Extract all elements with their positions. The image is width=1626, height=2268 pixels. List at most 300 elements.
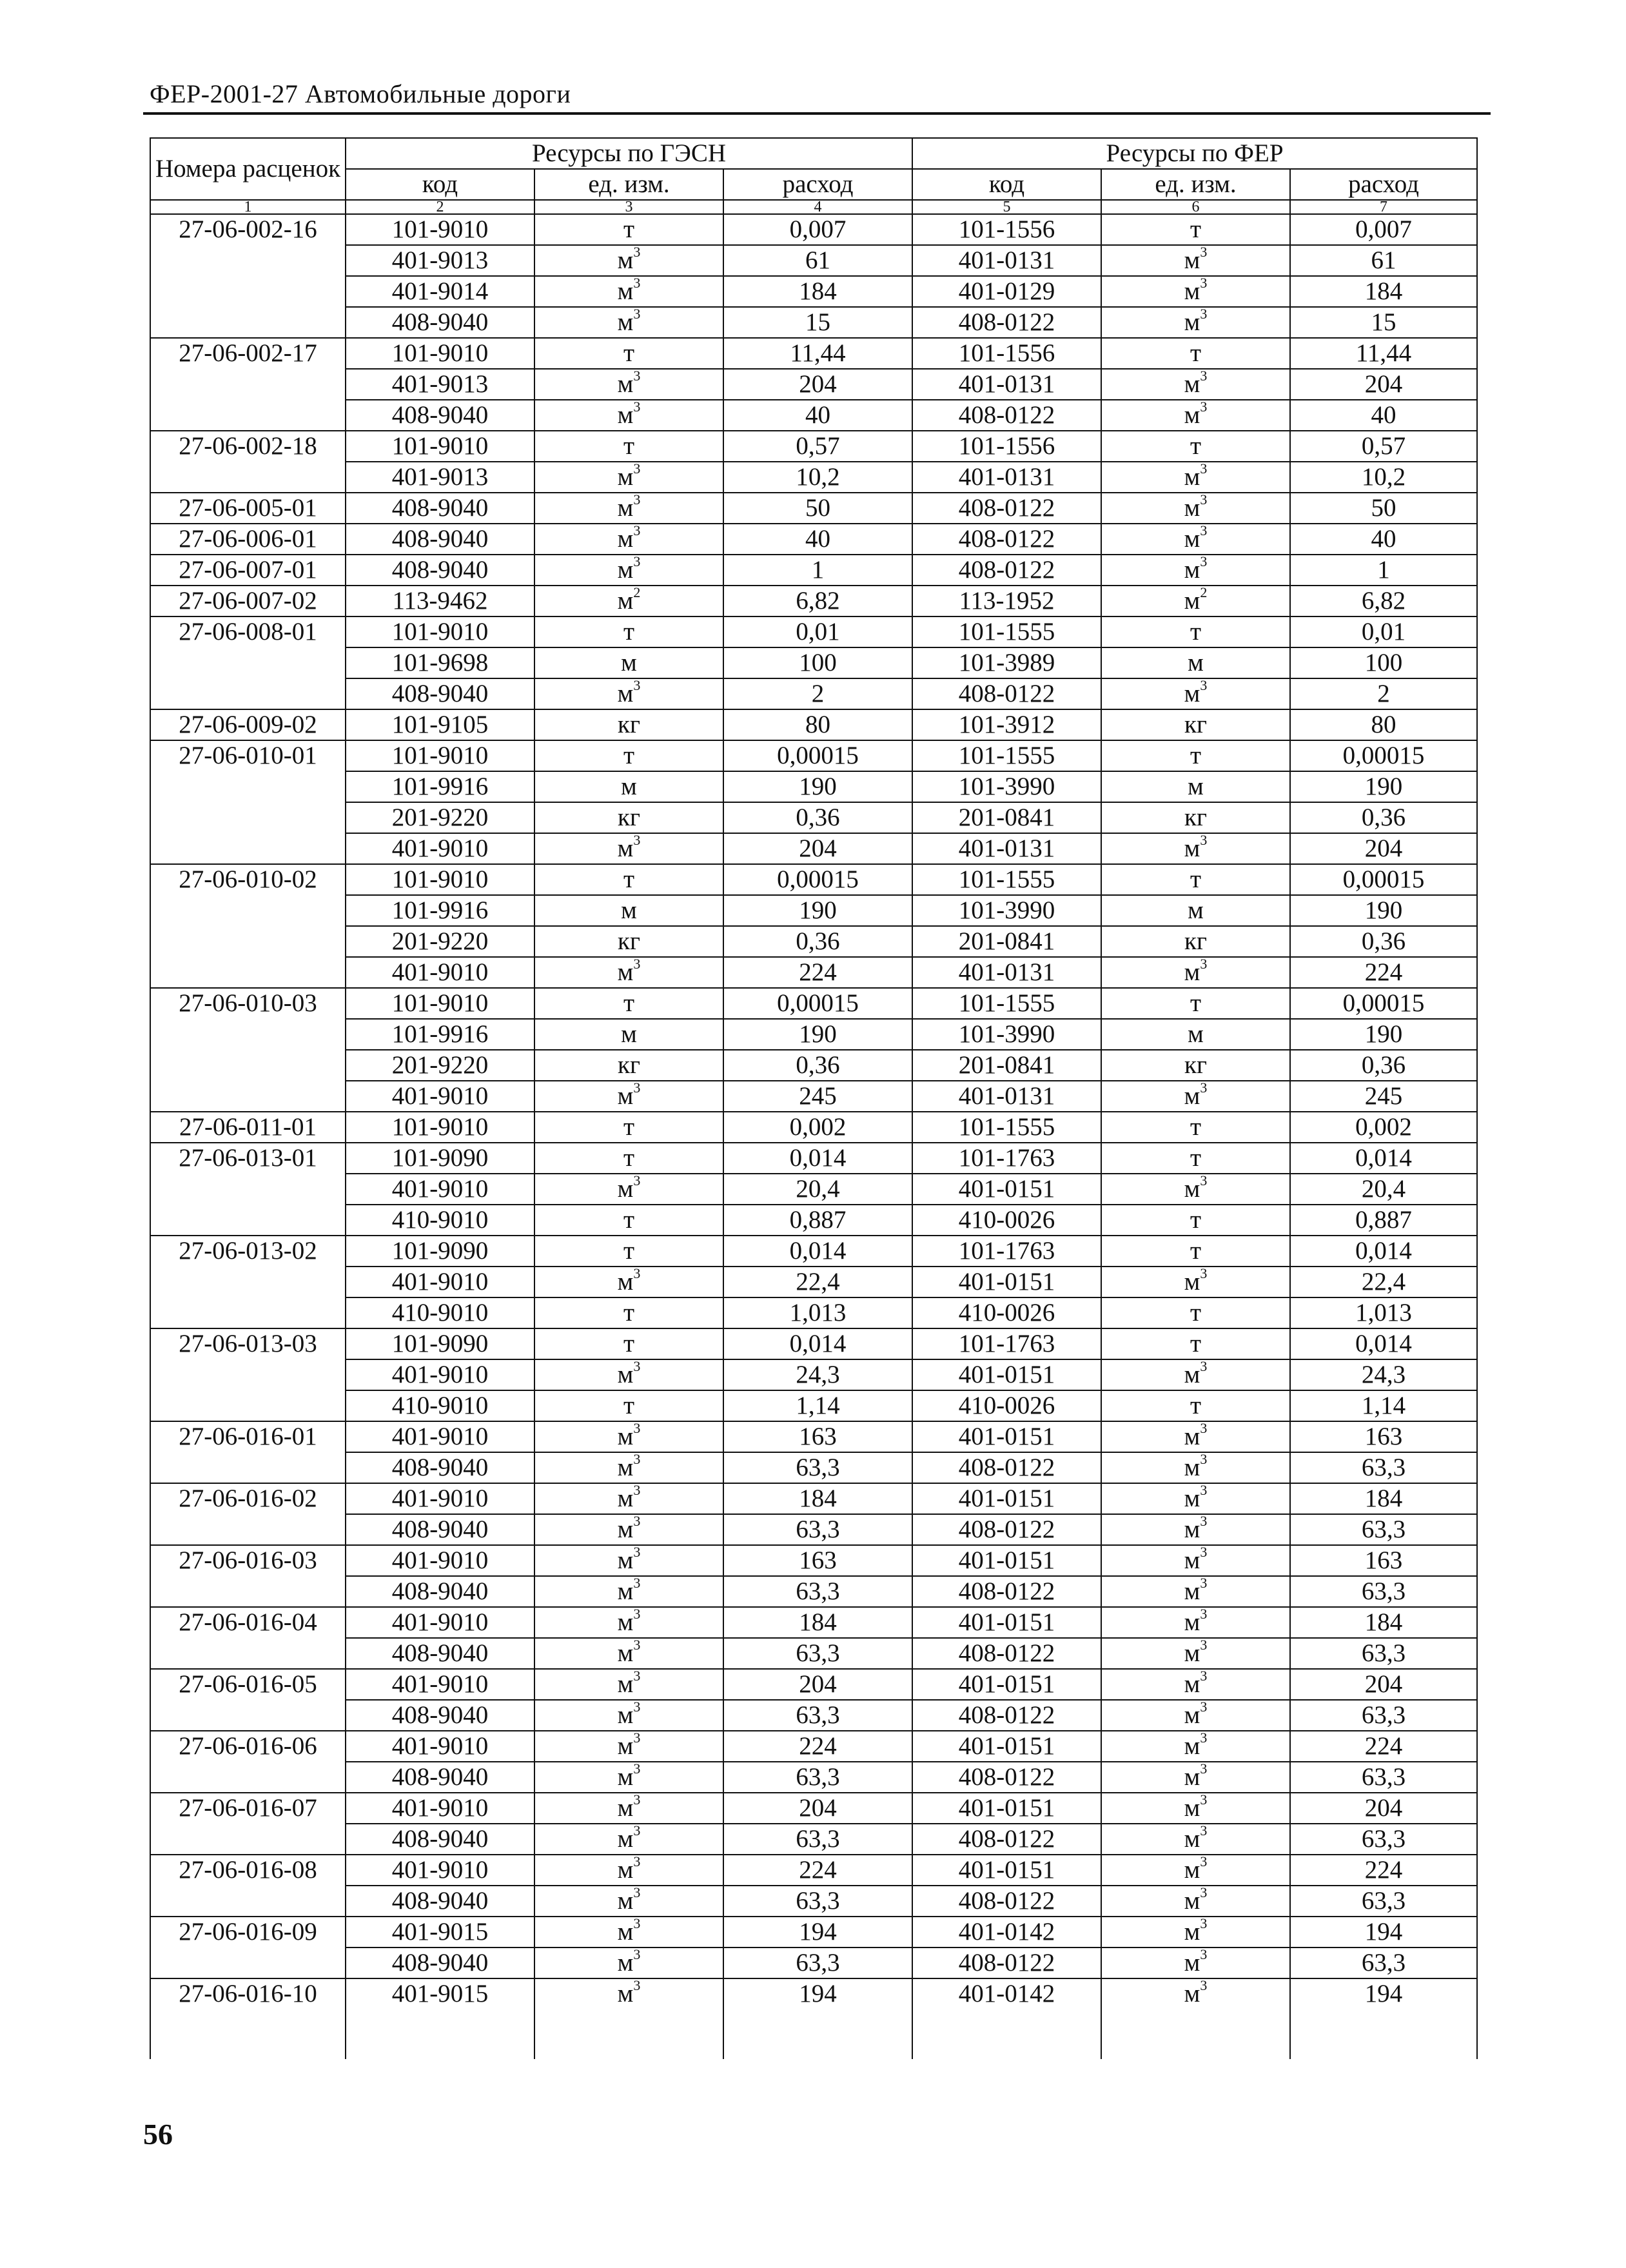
fer-code-cell: 101-1555 <box>912 988 1101 1019</box>
gesn-code-cell: 101-9010 <box>346 864 534 895</box>
fer-code-cell: 408-0122 <box>912 1452 1101 1483</box>
gesn-code-cell: 201-9220 <box>346 926 534 957</box>
table-row <box>150 524 1477 555</box>
fer-unit-cell: $м^3$ <box>1101 1824 1290 1855</box>
fer-code-cell: 410-0026 <box>912 1390 1101 1421</box>
rate-number-cell: 27-06-016-06 <box>150 1731 346 1793</box>
fer-amount-cell: 0,014 <box>1290 1328 1477 1359</box>
table-empty-row <box>150 2009 1477 2059</box>
rate-number-cell: 27-06-009-02 <box>150 709 346 740</box>
table-row <box>150 1855 1477 1886</box>
fer-amount-cell: 63,3 <box>1290 1452 1477 1483</box>
gesn-code-cell: 401-9010 <box>346 1731 534 1762</box>
rate-number-cell: 27-06-010-03 <box>150 988 346 1112</box>
gesn-amount-cell: 163 <box>723 1545 912 1576</box>
gesn-unit-cell: кг <box>534 926 723 957</box>
fer-unit-cell: $м^3$ <box>1101 1174 1290 1205</box>
fer-code-cell: 101-1555 <box>912 740 1101 771</box>
table-row <box>150 1731 1477 1762</box>
fer-unit-cell: $м^3$ <box>1101 369 1290 400</box>
fer-amount-cell: 63,3 <box>1290 1576 1477 1607</box>
gesn-amount-cell: 190 <box>723 771 912 802</box>
fer-amount-cell: 0,014 <box>1290 1143 1477 1174</box>
gesn-unit-cell: т <box>534 988 723 1019</box>
gesn-unit-cell: т <box>534 1390 723 1421</box>
gesn-code-cell: 101-9010 <box>346 988 534 1019</box>
gesn-amount-cell: 1 <box>723 555 912 586</box>
col-header-fer-code: код <box>912 169 1101 200</box>
gesn-unit-cell: м <box>534 895 723 926</box>
fer-unit-cell: $м^3$ <box>1101 400 1290 431</box>
gesn-unit-cell: $м^3$ <box>534 369 723 400</box>
gesn-amount-cell: 224 <box>723 1731 912 1762</box>
rate-number-cell: 27-06-013-01 <box>150 1143 346 1236</box>
empty-cell <box>723 2009 912 2059</box>
fer-amount-cell: 0,00015 <box>1290 864 1477 895</box>
gesn-unit-cell: $м^3$ <box>534 1514 723 1545</box>
gesn-unit-cell: $м^3$ <box>534 462 723 493</box>
header-divider <box>143 112 1491 115</box>
col-header-fer-amount: расход <box>1290 169 1477 200</box>
gesn-code-cell: 401-9013 <box>346 462 534 493</box>
gesn-code-cell: 401-9014 <box>346 276 534 307</box>
gesn-code-cell: 410-9010 <box>346 1297 534 1328</box>
rate-number-cell: 27-06-007-01 <box>150 555 346 586</box>
gesn-amount-cell: 224 <box>723 957 912 988</box>
fer-unit-cell: м <box>1101 771 1290 802</box>
fer-unit-cell: $м^3$ <box>1101 1948 1290 1978</box>
gesn-code-cell: 408-9040 <box>346 1638 534 1669</box>
fer-code-cell: 401-0131 <box>912 245 1101 276</box>
rate-number-cell: 27-06-002-17 <box>150 338 346 431</box>
rate-number-cell: 27-06-016-01 <box>150 1421 346 1483</box>
fer-code-cell: 401-0142 <box>912 1978 1101 2009</box>
fer-amount-cell: 224 <box>1290 1731 1477 1762</box>
table-row <box>150 431 1477 462</box>
table-row <box>150 1328 1477 1359</box>
fer-amount-cell: 0,36 <box>1290 802 1477 833</box>
fer-amount-cell: 63,3 <box>1290 1824 1477 1855</box>
table-row <box>150 616 1477 647</box>
gesn-amount-cell: 204 <box>723 833 912 864</box>
gesn-amount-cell: 184 <box>723 1483 912 1514</box>
fer-amount-cell: 40 <box>1290 524 1477 555</box>
fer-code-cell: 101-1555 <box>912 1112 1101 1143</box>
fer-unit-cell: $м^3$ <box>1101 1514 1290 1545</box>
fer-unit-cell: т <box>1101 616 1290 647</box>
fer-amount-cell: 204 <box>1290 1669 1477 1700</box>
empty-cell <box>1101 2009 1290 2059</box>
gesn-code-cell: 113-9462 <box>346 586 534 616</box>
col-index: 4 <box>723 200 912 214</box>
table-header <box>150 138 1477 214</box>
gesn-amount-cell: 0,00015 <box>723 864 912 895</box>
table-row <box>150 276 1477 307</box>
gesn-amount-cell: 0,00015 <box>723 740 912 771</box>
rate-number-cell: 27-06-016-09 <box>150 1917 346 1978</box>
gesn-unit-cell: $м^3$ <box>534 524 723 555</box>
gesn-code-cell: 101-9105 <box>346 709 534 740</box>
table-row <box>150 1514 1477 1545</box>
table-row <box>150 678 1477 709</box>
gesn-unit-cell: т <box>534 1143 723 1174</box>
fer-unit-cell: $м^3$ <box>1101 1731 1290 1762</box>
fer-amount-cell: 204 <box>1290 369 1477 400</box>
gesn-amount-cell: 0,014 <box>723 1328 912 1359</box>
fer-unit-cell: т <box>1101 1328 1290 1359</box>
table-row <box>150 1576 1477 1607</box>
table-row <box>150 1762 1477 1793</box>
col-header-gesn-unit: ед. изм. <box>534 169 723 200</box>
gesn-amount-cell: 63,3 <box>723 1452 912 1483</box>
fer-code-cell: 401-0151 <box>912 1359 1101 1390</box>
table-row <box>150 1886 1477 1917</box>
fer-code-cell: 101-1556 <box>912 431 1101 462</box>
gesn-code-cell: 401-9013 <box>346 369 534 400</box>
gesn-amount-cell: 1,14 <box>723 1390 912 1421</box>
gesn-code-cell: 401-9010 <box>346 1267 534 1297</box>
gesn-code-cell: 101-9010 <box>346 338 534 369</box>
fer-unit-cell: $м^3$ <box>1101 833 1290 864</box>
gesn-amount-cell: 204 <box>723 369 912 400</box>
fer-unit-cell: $м^3$ <box>1101 245 1290 276</box>
fer-amount-cell: 194 <box>1290 1978 1477 2009</box>
empty-cell <box>534 2009 723 2059</box>
fer-amount-cell: 80 <box>1290 709 1477 740</box>
gesn-amount-cell: 194 <box>723 1917 912 1948</box>
gesn-unit-cell: т <box>534 1236 723 1267</box>
gesn-amount-cell: 0,00015 <box>723 988 912 1019</box>
fer-unit-cell: т <box>1101 214 1290 245</box>
fer-unit-cell: т <box>1101 740 1290 771</box>
col-header-fer-unit: ед. изм. <box>1101 169 1290 200</box>
gesn-amount-cell: 0,007 <box>723 214 912 245</box>
fer-unit-cell: т <box>1101 1390 1290 1421</box>
gesn-code-cell: 401-9010 <box>346 1607 534 1638</box>
fer-amount-cell: 1,013 <box>1290 1297 1477 1328</box>
fer-code-cell: 408-0122 <box>912 1762 1101 1793</box>
rate-number-cell: 27-06-016-05 <box>150 1669 346 1731</box>
gesn-amount-cell: 20,4 <box>723 1174 912 1205</box>
table-row <box>150 400 1477 431</box>
col-index: 2 <box>346 200 534 214</box>
gesn-code-cell: 101-9916 <box>346 895 534 926</box>
fer-unit-cell: т <box>1101 864 1290 895</box>
gesn-amount-cell: 190 <box>723 895 912 926</box>
fer-code-cell: 408-0122 <box>912 1824 1101 1855</box>
gesn-unit-cell: т <box>534 864 723 895</box>
gesn-unit-cell: т <box>534 1205 723 1236</box>
table-row <box>150 1019 1477 1050</box>
gesn-amount-cell: 63,3 <box>723 1886 912 1917</box>
fer-amount-cell: 0,887 <box>1290 1205 1477 1236</box>
gesn-code-cell: 408-9040 <box>346 1886 534 1917</box>
fer-code-cell: 201-0841 <box>912 802 1101 833</box>
fer-code-cell: 113-1952 <box>912 586 1101 616</box>
table-row <box>150 833 1477 864</box>
document-header-title: ФЕР-2001-27 Автомобильные дороги <box>150 79 571 108</box>
table-row <box>150 1081 1477 1112</box>
fer-code-cell: 408-0122 <box>912 493 1101 524</box>
table-row <box>150 1669 1477 1700</box>
fer-unit-cell: кг <box>1101 1050 1290 1081</box>
fer-amount-cell: 15 <box>1290 307 1477 338</box>
gesn-code-cell: 401-9013 <box>346 245 534 276</box>
fer-unit-cell: т <box>1101 1297 1290 1328</box>
rate-number-cell: 27-06-010-02 <box>150 864 346 988</box>
table-body <box>150 214 1477 2059</box>
gesn-code-cell: 101-9090 <box>346 1328 534 1359</box>
gesn-unit-cell: $м^3$ <box>534 245 723 276</box>
fer-unit-cell: $м^3$ <box>1101 1607 1290 1638</box>
fer-code-cell: 401-0151 <box>912 1483 1101 1514</box>
gesn-unit-cell: $м^3$ <box>534 307 723 338</box>
fer-amount-cell: 190 <box>1290 895 1477 926</box>
gesn-amount-cell: 194 <box>723 1978 912 2009</box>
gesn-code-cell: 101-9010 <box>346 214 534 245</box>
table-row <box>150 586 1477 616</box>
empty-cell <box>912 2009 1101 2059</box>
col-header-gesn-code: код <box>346 169 534 200</box>
gesn-unit-cell: $м^3$ <box>534 957 723 988</box>
gesn-unit-cell: $м^3$ <box>534 1174 723 1205</box>
gesn-code-cell: 408-9040 <box>346 678 534 709</box>
gesn-code-cell: 101-9010 <box>346 616 534 647</box>
gesn-amount-cell: 2 <box>723 678 912 709</box>
gesn-amount-cell: 0,01 <box>723 616 912 647</box>
table-row <box>150 709 1477 740</box>
table-row <box>150 1205 1477 1236</box>
gesn-amount-cell: 40 <box>723 524 912 555</box>
table-row <box>150 1638 1477 1669</box>
gesn-unit-cell: $м^3$ <box>534 1700 723 1731</box>
table-row <box>150 1607 1477 1638</box>
fer-unit-cell: $м^3$ <box>1101 1452 1290 1483</box>
table-row <box>150 1452 1477 1483</box>
fer-amount-cell: 0,014 <box>1290 1236 1477 1267</box>
gesn-code-cell: 408-9040 <box>346 524 534 555</box>
gesn-amount-cell: 11,44 <box>723 338 912 369</box>
fer-amount-cell: 63,3 <box>1290 1514 1477 1545</box>
table-row <box>150 214 1477 245</box>
fer-unit-cell: т <box>1101 431 1290 462</box>
fer-code-cell: 401-0131 <box>912 369 1101 400</box>
gesn-unit-cell: $м^3$ <box>534 493 723 524</box>
fer-amount-cell: 245 <box>1290 1081 1477 1112</box>
fer-code-cell: 101-1763 <box>912 1328 1101 1359</box>
resources-table <box>150 137 1478 2059</box>
fer-unit-cell: $м^3$ <box>1101 1359 1290 1390</box>
gesn-code-cell: 401-9010 <box>346 1081 534 1112</box>
fer-unit-cell: $м^3$ <box>1101 555 1290 586</box>
gesn-code-cell: 408-9040 <box>346 400 534 431</box>
fer-amount-cell: 0,00015 <box>1290 740 1477 771</box>
fer-unit-cell: м <box>1101 895 1290 926</box>
table-row <box>150 1948 1477 1978</box>
gesn-unit-cell: $м^3$ <box>534 400 723 431</box>
gesn-amount-cell: 15 <box>723 307 912 338</box>
gesn-amount-cell: 0,002 <box>723 1112 912 1143</box>
fer-unit-cell: $м^3$ <box>1101 1700 1290 1731</box>
rate-number-cell: 27-06-010-01 <box>150 740 346 864</box>
gesn-code-cell: 101-9090 <box>346 1236 534 1267</box>
fer-code-cell: 401-0131 <box>912 462 1101 493</box>
gesn-code-cell: 201-9220 <box>346 1050 534 1081</box>
fer-unit-cell: м <box>1101 647 1290 678</box>
rate-number-cell: 27-06-013-02 <box>150 1236 346 1328</box>
gesn-unit-cell: т <box>534 431 723 462</box>
gesn-unit-cell: $м^3$ <box>534 1081 723 1112</box>
gesn-amount-cell: 224 <box>723 1855 912 1886</box>
fer-amount-cell: 190 <box>1290 1019 1477 1050</box>
fer-code-cell: 408-0122 <box>912 1886 1101 1917</box>
fer-code-cell: 101-1555 <box>912 616 1101 647</box>
fer-amount-cell: 184 <box>1290 276 1477 307</box>
fer-code-cell: 408-0122 <box>912 1700 1101 1731</box>
fer-unit-cell: кг <box>1101 802 1290 833</box>
fer-code-cell: 401-0151 <box>912 1793 1101 1824</box>
gesn-code-cell: 408-9040 <box>346 1700 534 1731</box>
fer-code-cell: 101-3990 <box>912 895 1101 926</box>
gesn-amount-cell: 245 <box>723 1081 912 1112</box>
gesn-amount-cell: 24,3 <box>723 1359 912 1390</box>
fer-amount-cell: 0,007 <box>1290 214 1477 245</box>
fer-unit-cell: т <box>1101 1236 1290 1267</box>
gesn-code-cell: 408-9040 <box>346 555 534 586</box>
gesn-amount-cell: 22,4 <box>723 1267 912 1297</box>
fer-amount-cell: 0,57 <box>1290 431 1477 462</box>
fer-amount-cell: 163 <box>1290 1545 1477 1576</box>
fer-amount-cell: 63,3 <box>1290 1948 1477 1978</box>
fer-unit-cell: $м^3$ <box>1101 1978 1290 2009</box>
table-row <box>150 307 1477 338</box>
fer-amount-cell: 6,82 <box>1290 586 1477 616</box>
gesn-code-cell: 201-9220 <box>346 802 534 833</box>
gesn-unit-cell: $м^3$ <box>534 1917 723 1948</box>
fer-amount-cell: 163 <box>1290 1421 1477 1452</box>
table-row <box>150 1174 1477 1205</box>
gesn-unit-cell: м <box>534 771 723 802</box>
fer-code-cell: 401-0151 <box>912 1267 1101 1297</box>
col-index: 3 <box>534 200 723 214</box>
gesn-amount-cell: 0,36 <box>723 926 912 957</box>
gesn-unit-cell: $м^3$ <box>534 1421 723 1452</box>
gesn-unit-cell: $м^3$ <box>534 1483 723 1514</box>
gesn-code-cell: 410-9010 <box>346 1205 534 1236</box>
gesn-amount-cell: 0,014 <box>723 1236 912 1267</box>
fer-code-cell: 101-3990 <box>912 771 1101 802</box>
gesn-code-cell: 408-9040 <box>346 493 534 524</box>
rate-number-cell: 27-06-006-01 <box>150 524 346 555</box>
empty-cell <box>150 2009 346 2059</box>
gesn-code-cell: 401-9010 <box>346 1855 534 1886</box>
gesn-amount-cell: 163 <box>723 1421 912 1452</box>
fer-amount-cell: 50 <box>1290 493 1477 524</box>
gesn-unit-cell: т <box>534 1297 723 1328</box>
gesn-amount-cell: 50 <box>723 493 912 524</box>
fer-unit-cell: $м^2$ <box>1101 586 1290 616</box>
gesn-unit-cell: т <box>534 740 723 771</box>
fer-amount-cell: 224 <box>1290 957 1477 988</box>
col-group-gesn: Ресурсы по ГЭСН <box>346 138 912 169</box>
table-row <box>150 802 1477 833</box>
rate-number-cell: 27-06-002-18 <box>150 431 346 493</box>
empty-cell <box>1290 2009 1477 2059</box>
table-row <box>150 1267 1477 1297</box>
table-row <box>150 771 1477 802</box>
rate-number-cell: 27-06-016-02 <box>150 1483 346 1545</box>
fer-unit-cell: м <box>1101 1019 1290 1050</box>
fer-unit-cell: $м^3$ <box>1101 276 1290 307</box>
gesn-unit-cell: м <box>534 647 723 678</box>
gesn-code-cell: 401-9010 <box>346 1483 534 1514</box>
fer-unit-cell: т <box>1101 988 1290 1019</box>
fer-unit-cell: $м^3$ <box>1101 1917 1290 1948</box>
fer-unit-cell: т <box>1101 1112 1290 1143</box>
fer-unit-cell: $м^3$ <box>1101 1886 1290 1917</box>
fer-amount-cell: 11,44 <box>1290 338 1477 369</box>
fer-unit-cell: $м^3$ <box>1101 1793 1290 1824</box>
gesn-unit-cell: $м^3$ <box>534 1731 723 1762</box>
table-row <box>150 926 1477 957</box>
table-row <box>150 1050 1477 1081</box>
col-index: 6 <box>1101 200 1290 214</box>
col-index: 5 <box>912 200 1101 214</box>
table-row <box>150 895 1477 926</box>
gesn-unit-cell: $м^3$ <box>534 1948 723 1978</box>
gesn-code-cell: 401-9010 <box>346 1545 534 1576</box>
gesn-amount-cell: 0,36 <box>723 1050 912 1081</box>
gesn-amount-cell: 63,3 <box>723 1700 912 1731</box>
gesn-unit-cell: $м^3$ <box>534 1669 723 1700</box>
gesn-unit-cell: $м^3$ <box>534 1359 723 1390</box>
gesn-unit-cell: $м^3$ <box>534 1267 723 1297</box>
fer-unit-cell: $м^3$ <box>1101 1545 1290 1576</box>
fer-amount-cell: 24,3 <box>1290 1359 1477 1390</box>
gesn-code-cell: 408-9040 <box>346 1452 534 1483</box>
gesn-unit-cell: $м^2$ <box>534 586 723 616</box>
gesn-unit-cell: $м^3$ <box>534 1855 723 1886</box>
gesn-amount-cell: 0,014 <box>723 1143 912 1174</box>
fer-code-cell: 101-1556 <box>912 338 1101 369</box>
table-row <box>150 1359 1477 1390</box>
fer-code-cell: 408-0122 <box>912 1948 1101 1978</box>
table-row <box>150 1143 1477 1174</box>
table-row <box>150 1483 1477 1514</box>
col-index: 1 <box>150 200 346 214</box>
fer-amount-cell: 20,4 <box>1290 1174 1477 1205</box>
gesn-code-cell: 410-9010 <box>346 1390 534 1421</box>
fer-code-cell: 410-0026 <box>912 1205 1101 1236</box>
fer-unit-cell: $м^3$ <box>1101 1762 1290 1793</box>
gesn-unit-cell: $м^3$ <box>534 1638 723 1669</box>
gesn-code-cell: 101-9090 <box>346 1143 534 1174</box>
fer-code-cell: 101-3990 <box>912 1019 1101 1050</box>
table-row <box>150 555 1477 586</box>
fer-amount-cell: 0,002 <box>1290 1112 1477 1143</box>
gesn-unit-cell: $м^3$ <box>534 1576 723 1607</box>
gesn-code-cell: 401-9010 <box>346 1793 534 1824</box>
gesn-code-cell: 101-9698 <box>346 647 534 678</box>
gesn-unit-cell: т <box>534 1328 723 1359</box>
fer-code-cell: 408-0122 <box>912 1576 1101 1607</box>
fer-code-cell: 101-1763 <box>912 1236 1101 1267</box>
gesn-unit-cell: $м^3$ <box>534 1607 723 1638</box>
fer-amount-cell: 2 <box>1290 678 1477 709</box>
gesn-unit-cell: $м^3$ <box>534 276 723 307</box>
fer-code-cell: 401-0142 <box>912 1917 1101 1948</box>
fer-amount-cell: 61 <box>1290 245 1477 276</box>
